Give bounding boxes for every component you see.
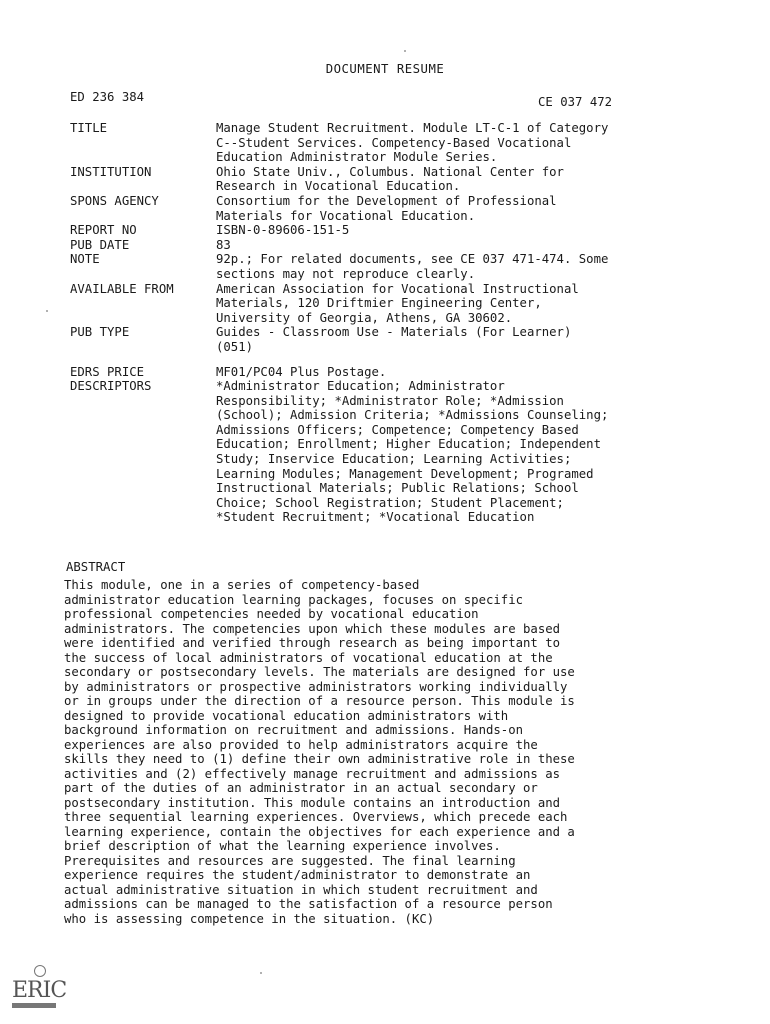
abstract-heading: ABSTRACT	[66, 560, 126, 574]
field-label: NOTE	[70, 252, 100, 267]
document-title: DOCUMENT RESUME	[325, 62, 445, 76]
ed-number: ED 236 384	[70, 90, 145, 104]
field-label: AVAILABLE FROM	[70, 281, 174, 296]
field-note	[70, 252, 710, 281]
field-label: INSTITUTION	[70, 164, 152, 179]
eric-logo-bar	[12, 1003, 56, 1008]
field-pub-date	[70, 238, 710, 253]
abstract-text: This module, one in a series of competency-based administrator education learning packages, focuses on specific professional competencies needed by vocational education administrators. The competencies upon which these modules are based were identified and verified through research as being important to the success of local administrators of vocational education at the secondary or postsecondary levels. The materials are designed for use by administrators or prospective administrators working individually or in groups under the direction of a resource person. This module is designed to provide vocational education administrators with background information on recruitment and admissions. Hands-on experiences are also provided to help administrators acquire the skills they need to (1) define their own administrative role in these activities and (2) effectively manage recruitment and admissions as part of the duties of an administrator in an actual secondary or postsecondary institution. This module contains an introduction and three sequential learning experiences. Overviews, which precede each learning experience, contain the objectives for each experience and a brief description of what the learning experience involves. Prerequisites and resources are suggested. The final learning experience requires the student/administrator to demonstrate an actual administrative situation in which student recruitment and admissions can be managed to the satisfaction of a resource person who is assessing competence in the situation. (KC)	[64, 578, 575, 926]
field-value: Consortium for the Development of Professional Materials for Vocational Education.	[216, 193, 557, 223]
field-value: Manage Student Recruitment. Module LT-C-1 of Category C--Student Services. Competency-Based Vocational Education Administrator Module Series.	[216, 121, 609, 165]
eric-logo-mark-icon	[34, 965, 46, 977]
field-value: ISBN-0-89606-151-5	[216, 223, 350, 238]
field-pub-type	[70, 325, 710, 354]
scan-speck	[260, 972, 262, 974]
field-label: SPONS AGENCY	[70, 193, 159, 208]
field-label: PUB DATE	[70, 237, 130, 252]
field-value: Guides - Classroom Use - Materials (For Learner) (051)	[216, 325, 572, 354]
field-report-no	[70, 223, 710, 238]
eric-logo-text: ERIC	[12, 978, 67, 1003]
ce-number: CE 037 472	[538, 95, 613, 109]
field-label: PUB TYPE	[70, 325, 130, 340]
field-spons-agency	[70, 194, 710, 223]
scan-speck	[46, 310, 48, 312]
field-edrs-price	[70, 365, 710, 380]
field-value: Ohio State Univ., Columbus. National Center for Research in Vocational Education.	[216, 164, 564, 194]
field-available-from	[70, 282, 710, 326]
field-label: TITLE	[70, 121, 108, 135]
field-value: 83	[216, 237, 231, 252]
field-label: REPORT NO	[70, 223, 137, 238]
metadata-fields	[70, 121, 710, 525]
field-label: EDRS PRICE	[70, 364, 145, 379]
field-value: *Administrator Education; Administrator Responsibility; *Administrator Role; *Admission (School); Admission Criteria; *Admissions Counseling; Admissions Officers; Competence; Competency Based Education; Enrollment; Higher Education; Independent Study; Inservice Education; Learning Activities; Learning Modules; Management Development; Programed Instructional Materials; Public Relations; School Choice; School Registration; Student Placement; *Student Recruitment; *Vocational Education	[216, 379, 609, 525]
field-descriptors	[70, 379, 710, 525]
field-label: DESCRIPTORS	[70, 379, 152, 394]
field-title	[70, 121, 710, 165]
field-value: American Association for Vocational Instructional Materials, 120 Driftmier Engineering Center, University of Georgia, Athens, GA 30602.	[216, 281, 579, 325]
field-institution	[70, 165, 710, 194]
field-value: MF01/PC04 Plus Postage.	[216, 364, 387, 379]
scan-speck	[404, 50, 406, 52]
field-value: 92p.; For related documents, see CE 037 471-474. Some sections may not reproduce clearly.	[216, 252, 609, 281]
